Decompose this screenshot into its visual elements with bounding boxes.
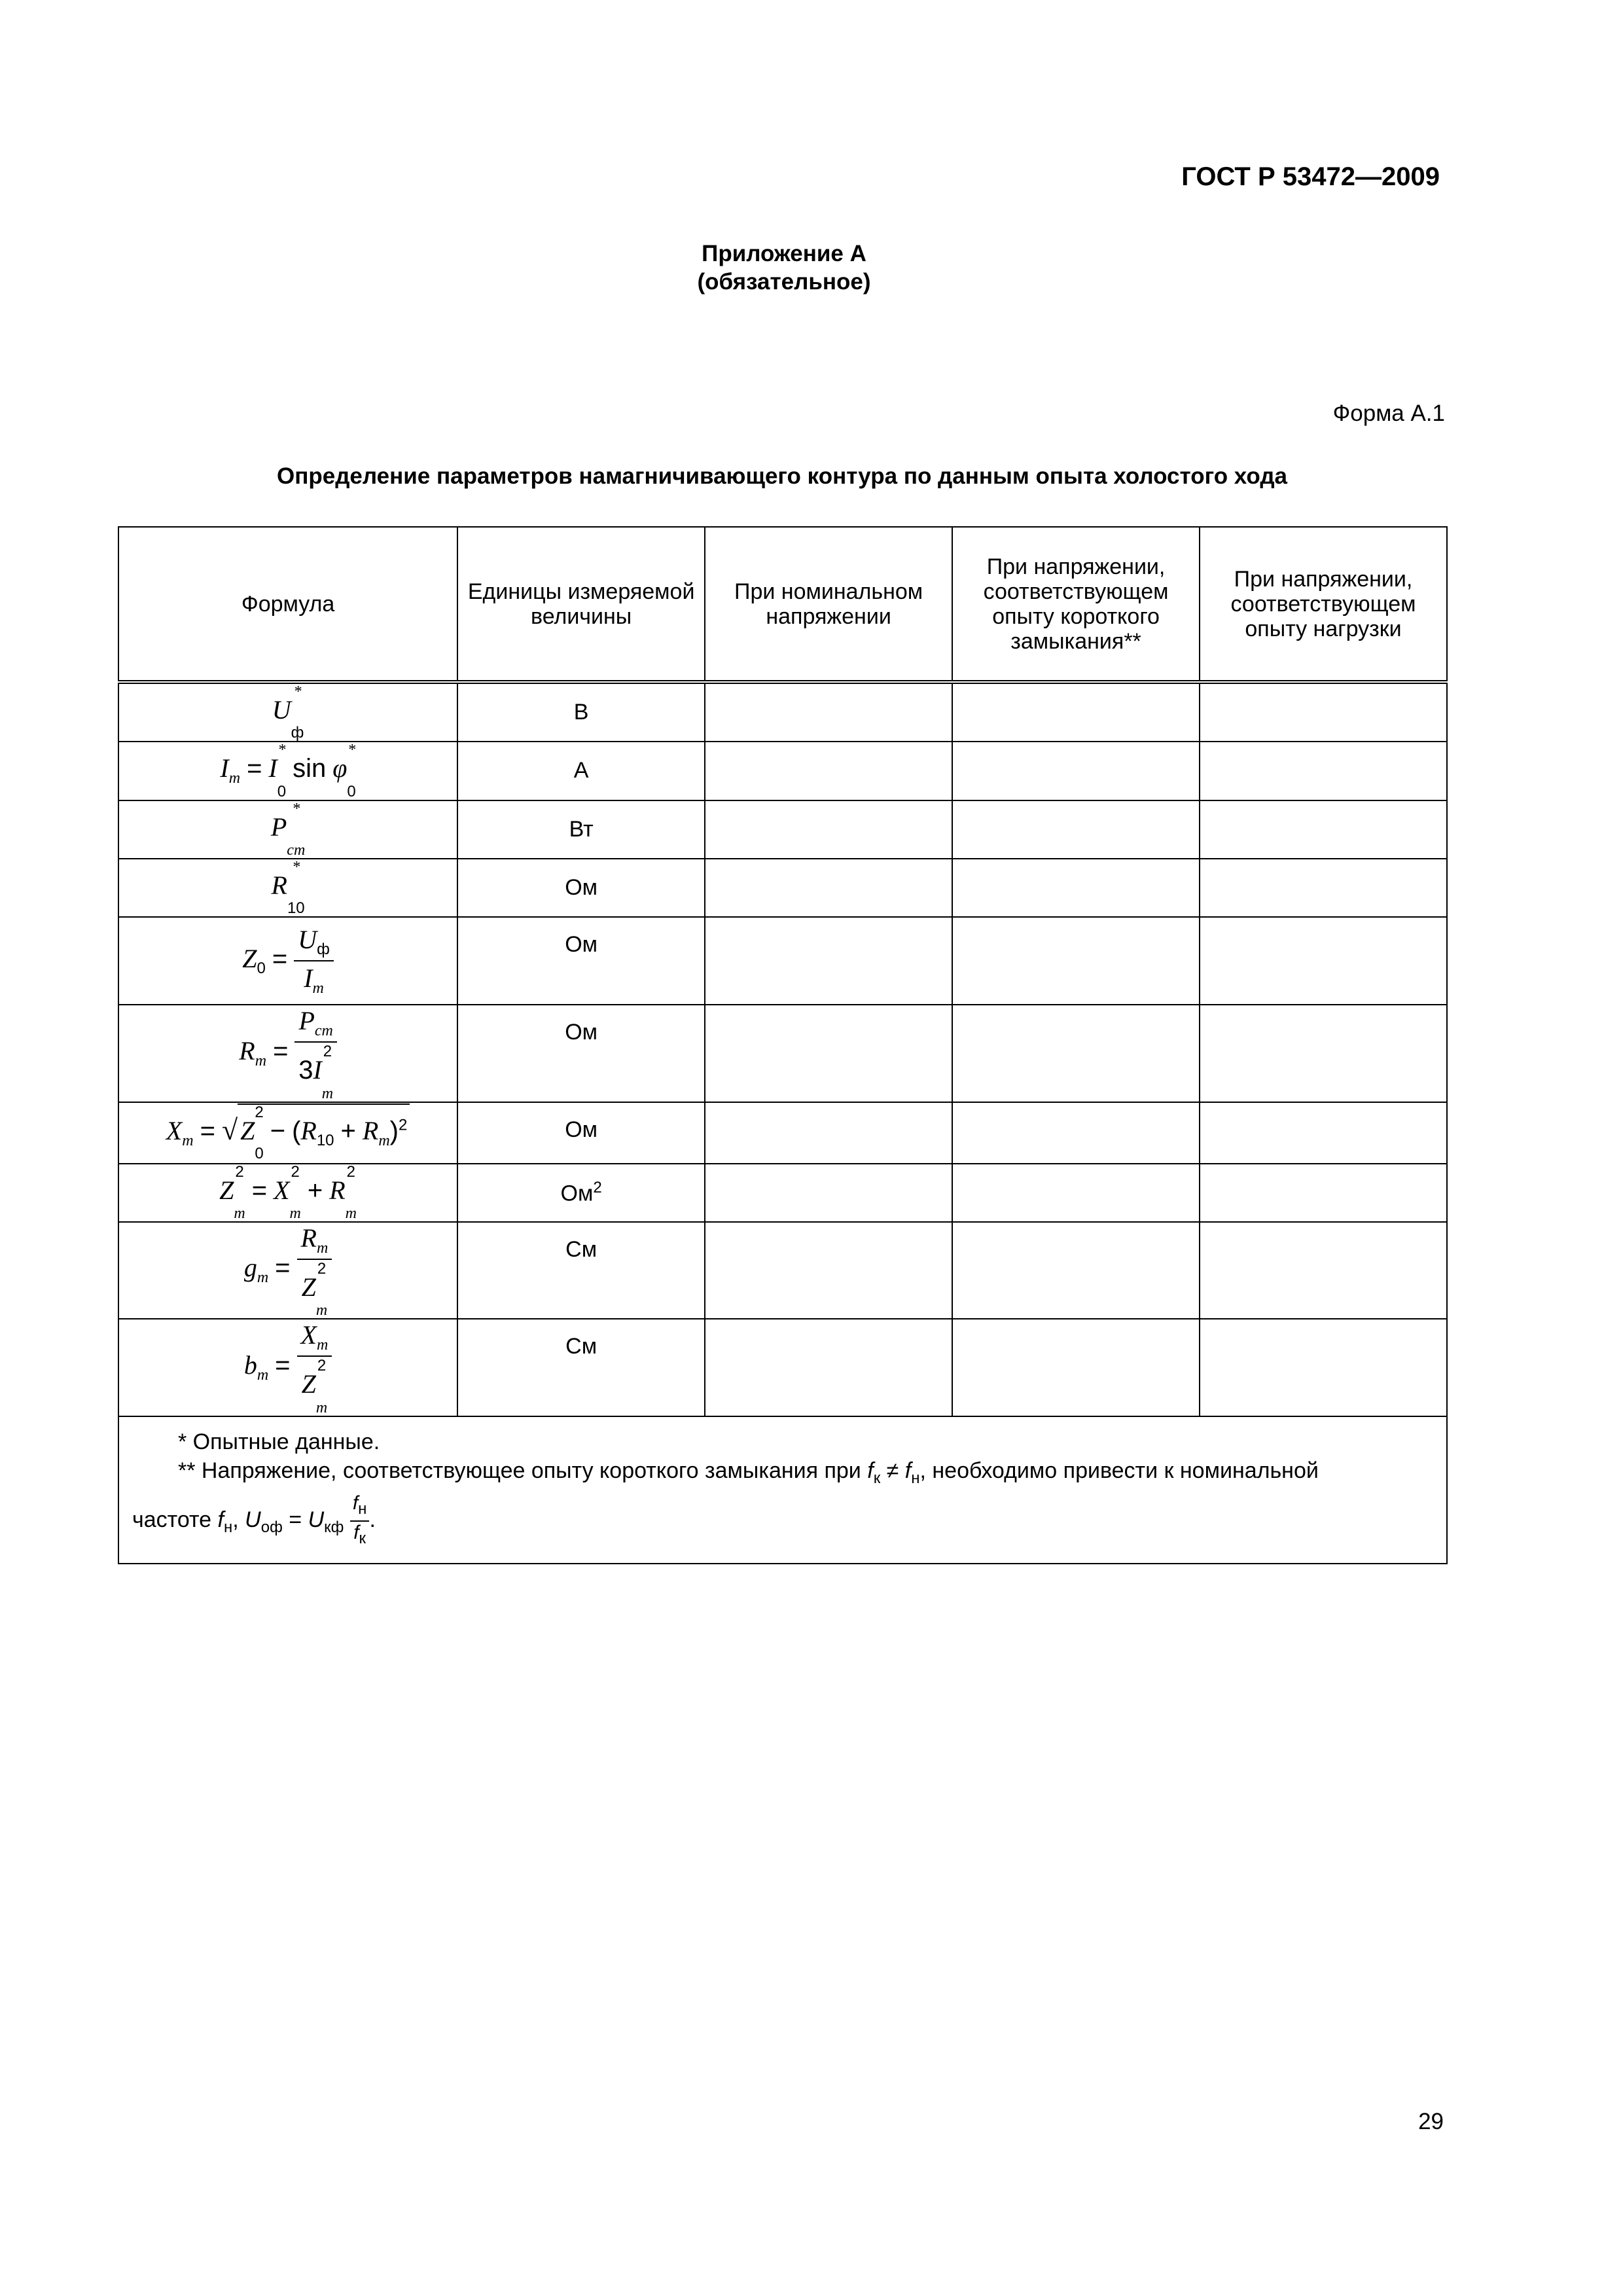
col-header-formula: Формула: [118, 527, 457, 682]
value-cell-nominal[interactable]: [705, 742, 952, 800]
table-row: [118, 800, 1447, 859]
table-notes: [118, 1416, 1447, 1564]
value-cell-nominal[interactable]: [705, 1164, 952, 1222]
value-cell-load[interactable]: [1200, 682, 1447, 742]
unit-text: Ом: [560, 1181, 594, 1206]
value-cell-load[interactable]: [1200, 800, 1447, 859]
table-row: [118, 1102, 1447, 1164]
value-cell-load[interactable]: [1200, 1102, 1447, 1164]
table-row: [118, 1005, 1447, 1102]
page-number: 29: [1418, 2109, 1444, 2134]
note-2: ** Напряжение, соответствующее опыту короткого замыкания при $f_к \ne f_н$, необходимо привести к номинальной: [178, 1458, 1319, 1487]
value-cell-load[interactable]: [1200, 1164, 1447, 1222]
notes-row: [118, 1416, 1447, 1564]
formula-cell: $R_m$ = $P_{cm}$ $3I^2$ $_m$: [118, 1005, 457, 1102]
formula-cell: $g_m$ = $R_m$ $Z^2$ $_m$: [118, 1222, 457, 1319]
col-header-nominal: При номинальном напряжении: [705, 527, 952, 682]
unit-cell: Ом: [457, 1005, 705, 1102]
value-cell-nominal[interactable]: [705, 1222, 952, 1319]
formula-cell: $X_m$ = √ $Z^2$ $_0 - (R_{10} + R_m)^2$: [118, 1102, 457, 1164]
unit-cell: [457, 1164, 705, 1222]
unit-cell: Ом: [457, 859, 705, 917]
value-cell-nominal[interactable]: [705, 917, 952, 1005]
value-cell-nominal[interactable]: [705, 1102, 952, 1164]
formula-cell: $b_m$ = $X_m$ $Z^2$ $_m$: [118, 1319, 457, 1416]
col-header-load: При напряжении, соответствующем опыту нагрузки: [1200, 527, 1447, 682]
note-2-text: ** Напряжение, соответствующее опыту короткого замыкания при: [178, 1458, 861, 1483]
value-cell-nominal[interactable]: [705, 859, 952, 917]
unit-cell: Вт: [457, 800, 705, 859]
value-cell-short-circuit[interactable]: [952, 742, 1200, 800]
value-cell-short-circuit[interactable]: [952, 682, 1200, 742]
unit-cell: См: [457, 1222, 705, 1319]
value-cell-nominal[interactable]: [705, 800, 952, 859]
note-2-tail: , необходимо привести к номинальной: [919, 1458, 1319, 1483]
table-row: [118, 1222, 1447, 1319]
table-title: Определение параметров намагничивающего контура по данным опыта холостого хода: [277, 463, 1287, 489]
note-2-end: .: [369, 1507, 376, 1533]
unit-cell: В: [457, 682, 705, 742]
parameters-table: [118, 526, 1448, 1564]
value-cell-short-circuit[interactable]: [952, 1102, 1200, 1164]
table-row: [118, 917, 1447, 1005]
unit-exponent: 2: [593, 1179, 602, 1197]
value-cell-load[interactable]: [1200, 1319, 1447, 1416]
value-cell-short-circuit[interactable]: [952, 1005, 1200, 1102]
formula-cell: R* $_{10}$: [118, 859, 457, 917]
table-row: [118, 742, 1447, 800]
formula-cell: $Z^2$ $_m = X^2$ $_m + R^2$ $_m$: [118, 1164, 457, 1222]
table-row: [118, 859, 1447, 917]
value-cell-load[interactable]: [1200, 1005, 1447, 1102]
value-cell-short-circuit[interactable]: [952, 1222, 1200, 1319]
form-number: Форма А.1: [1332, 401, 1445, 426]
annex-status: (обязательное): [697, 269, 871, 295]
value-cell-short-circuit[interactable]: [952, 859, 1200, 917]
table-row: [118, 1164, 1447, 1222]
document-id: ГОСТ Р 53472—2009: [1181, 162, 1440, 191]
value-cell-nominal[interactable]: [705, 1319, 952, 1416]
value-cell-short-circuit[interactable]: [952, 1164, 1200, 1222]
note-2-frequency-label: частоте: [132, 1507, 212, 1533]
table-header-row: [118, 527, 1447, 682]
value-cell-load[interactable]: [1200, 742, 1447, 800]
formula-cell: $I_m = I^*$ $_0$ sin φ* $_0$: [118, 742, 457, 800]
note-2-continuation: частоте $f_н$, $U_{оф} = U_{кф}$ $f_н$ $f_к$.: [132, 1492, 376, 1548]
col-header-units: Единицы измеряемой величины: [457, 527, 705, 682]
formula-cell: P* $_{cm}$: [118, 800, 457, 859]
annex-title: Приложение А: [702, 241, 866, 266]
value-cell-nominal[interactable]: [705, 1005, 952, 1102]
note-1: * Опытные данные.: [178, 1429, 380, 1454]
unit-cell: Ом: [457, 917, 705, 1005]
value-cell-short-circuit[interactable]: [952, 800, 1200, 859]
value-cell-short-circuit[interactable]: [952, 917, 1200, 1005]
formula-cell: $Z_0$ = $\frac{U_ф}{I_m}$: [118, 917, 457, 1005]
table-row: [118, 682, 1447, 742]
value-cell-short-circuit[interactable]: [952, 1319, 1200, 1416]
value-cell-nominal[interactable]: [705, 682, 952, 742]
value-cell-load[interactable]: [1200, 917, 1447, 1005]
col-header-short-circuit: При напряжении, соответствующем опыту короткого замыкания**: [952, 527, 1200, 682]
unit-cell: См: [457, 1319, 705, 1416]
formula-cell: U* $_ф$: [118, 682, 457, 742]
annex-heading: [0, 240, 1568, 296]
table-row: [118, 1319, 1447, 1416]
value-cell-load[interactable]: [1200, 1222, 1447, 1319]
value-cell-load[interactable]: [1200, 859, 1447, 917]
unit-cell: Ом: [457, 1102, 705, 1164]
unit-cell: А: [457, 742, 705, 800]
